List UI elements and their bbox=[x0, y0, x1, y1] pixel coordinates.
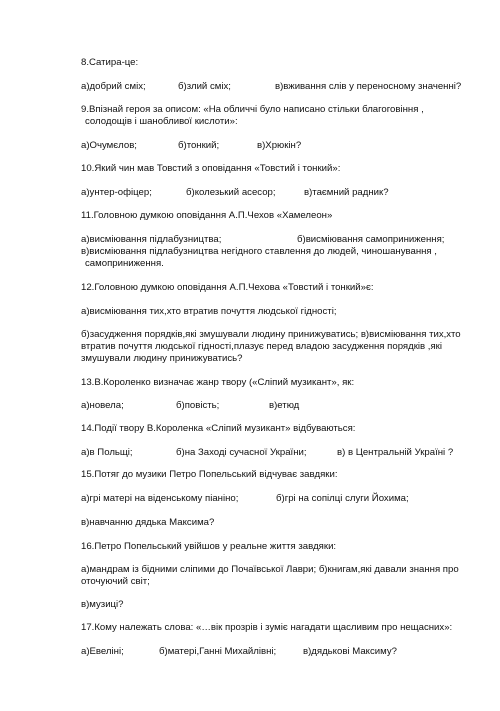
answer-16-c bbox=[81, 599, 476, 611]
answer-a: а)добрий сміх; bbox=[81, 81, 146, 92]
answer-b: б)на Заході сучасної України; bbox=[176, 447, 307, 458]
question-text: 15.Потяг до музики Петро Попельський відчуває завдяки: bbox=[81, 469, 338, 480]
answers-13 bbox=[81, 400, 476, 412]
answer-a: а)Евеліні; bbox=[81, 646, 124, 657]
answers-11 bbox=[81, 234, 476, 270]
answer-b: б)грі на сопілці слуги Йохима; bbox=[276, 493, 409, 504]
question-9 bbox=[81, 104, 476, 128]
answers-17 bbox=[81, 646, 476, 658]
answer-c-line-1: в)висміювання підлабузництва негідного ставлення до людей, чиношанування , bbox=[81, 246, 437, 257]
answer-c: в)навчанню дядька Максима? bbox=[81, 517, 215, 528]
answer-c: в)етюд bbox=[269, 400, 300, 411]
answer-c: в)Хрюкін? bbox=[257, 140, 302, 151]
answer-b: б)злий сміх; bbox=[178, 81, 231, 92]
answer-bc-line-3: змушували людину принижуватись? bbox=[81, 353, 243, 364]
answer-a: а)грі матері на віденському піаніно; bbox=[81, 493, 239, 504]
answers-10 bbox=[81, 187, 476, 199]
answers-9 bbox=[81, 140, 476, 152]
answer-c: в)дядькові Максиму? bbox=[303, 646, 397, 657]
question-15 bbox=[81, 469, 476, 481]
answer-c: в)музиці? bbox=[81, 599, 124, 610]
answers-12-bc bbox=[81, 329, 476, 365]
question-13 bbox=[81, 377, 476, 389]
question-text: 14.Події твору В.Короленка «Сліпий музикант» відбуваються: bbox=[81, 423, 356, 434]
question-14 bbox=[81, 423, 476, 435]
question-10 bbox=[81, 163, 476, 175]
answers-15-ab bbox=[81, 493, 476, 505]
answer-a: а)в Польщі; bbox=[81, 447, 133, 458]
answer-bc-line-1: б)засудження порядків,які змушували людину принижуватись; в)висміювання тих,хто bbox=[81, 329, 461, 340]
question-11 bbox=[81, 210, 476, 222]
answer-c: в)вживання слів у переносному значенні? bbox=[275, 81, 462, 92]
question-text: 10.Який чин мав Товстий з оповідання «Товстий і тонкий»: bbox=[81, 163, 341, 174]
question-text: 13.В.Короленко визначає жанр твору («Сліпий музикант», як: bbox=[81, 377, 355, 388]
answer-a: а)Очумєлов; bbox=[81, 140, 137, 151]
answer-b: б)повість; bbox=[176, 400, 220, 411]
answer-12-a bbox=[81, 306, 476, 318]
question-8 bbox=[81, 57, 476, 69]
answer-c: в)таємний радник? bbox=[304, 187, 389, 198]
answer-b: б)висміювання самоприниження; bbox=[297, 234, 445, 245]
question-16 bbox=[81, 541, 476, 553]
answer-c-line-2: самоприниження. bbox=[85, 258, 164, 269]
question-text: 11.Головною думкою оповідання А.П.Чехов «Хамелеон» bbox=[81, 210, 333, 221]
question-12 bbox=[81, 282, 476, 294]
answer-ab-line-2: оточуючий світ; bbox=[81, 576, 150, 587]
answer-b: б)тонкий; bbox=[178, 140, 220, 151]
answer-bc-line-2: втратив почуття людської гідності,плазує перед владою засудження порядків ,які bbox=[81, 341, 442, 352]
answer-c: в) в Центральній Україні ? bbox=[337, 447, 454, 458]
answers-16-ab bbox=[81, 564, 476, 588]
answers-14 bbox=[81, 447, 476, 459]
question-text: 17.Кому належать слова: «…вік прозрів і зуміє нагадати щасливим про нещасних»: bbox=[81, 622, 453, 633]
answer-a: а)висміювання підлабузництва; bbox=[81, 234, 222, 245]
answer-15-c bbox=[81, 517, 476, 529]
question-text: 16.Петро Попельський увійшов у реальне життя завдяки: bbox=[81, 541, 337, 552]
question-text: 12.Головною думкою оповідання А.П.Чехова «Товстий і тонкий»є: bbox=[81, 282, 374, 293]
answer-a: а)унтер-офіцер; bbox=[81, 187, 152, 198]
answer-b: б)колезький асесор; bbox=[186, 187, 276, 198]
question-text-line-2: солодощів і шанобливої кислоти»: bbox=[85, 116, 238, 127]
answer-ab-line-1: а)мандрам із бідними сліпими до Почаївської Лаври; б)книгам,які давали знання про bbox=[81, 564, 459, 575]
answer-b: б)матері,Ганні Михайлівні; bbox=[159, 646, 277, 657]
answers-8 bbox=[81, 81, 476, 93]
question-text-line-1: 9.Впізнай героя за описом: «На обличчі було написано стільки благоговіння , bbox=[81, 104, 424, 115]
answer-a: а)висміювання тих,хто втратив почуття людської гідності; bbox=[81, 306, 337, 317]
answer-a: а)новела; bbox=[81, 400, 124, 411]
question-text: 8.Сатира-це: bbox=[81, 57, 139, 68]
question-17 bbox=[81, 622, 476, 634]
